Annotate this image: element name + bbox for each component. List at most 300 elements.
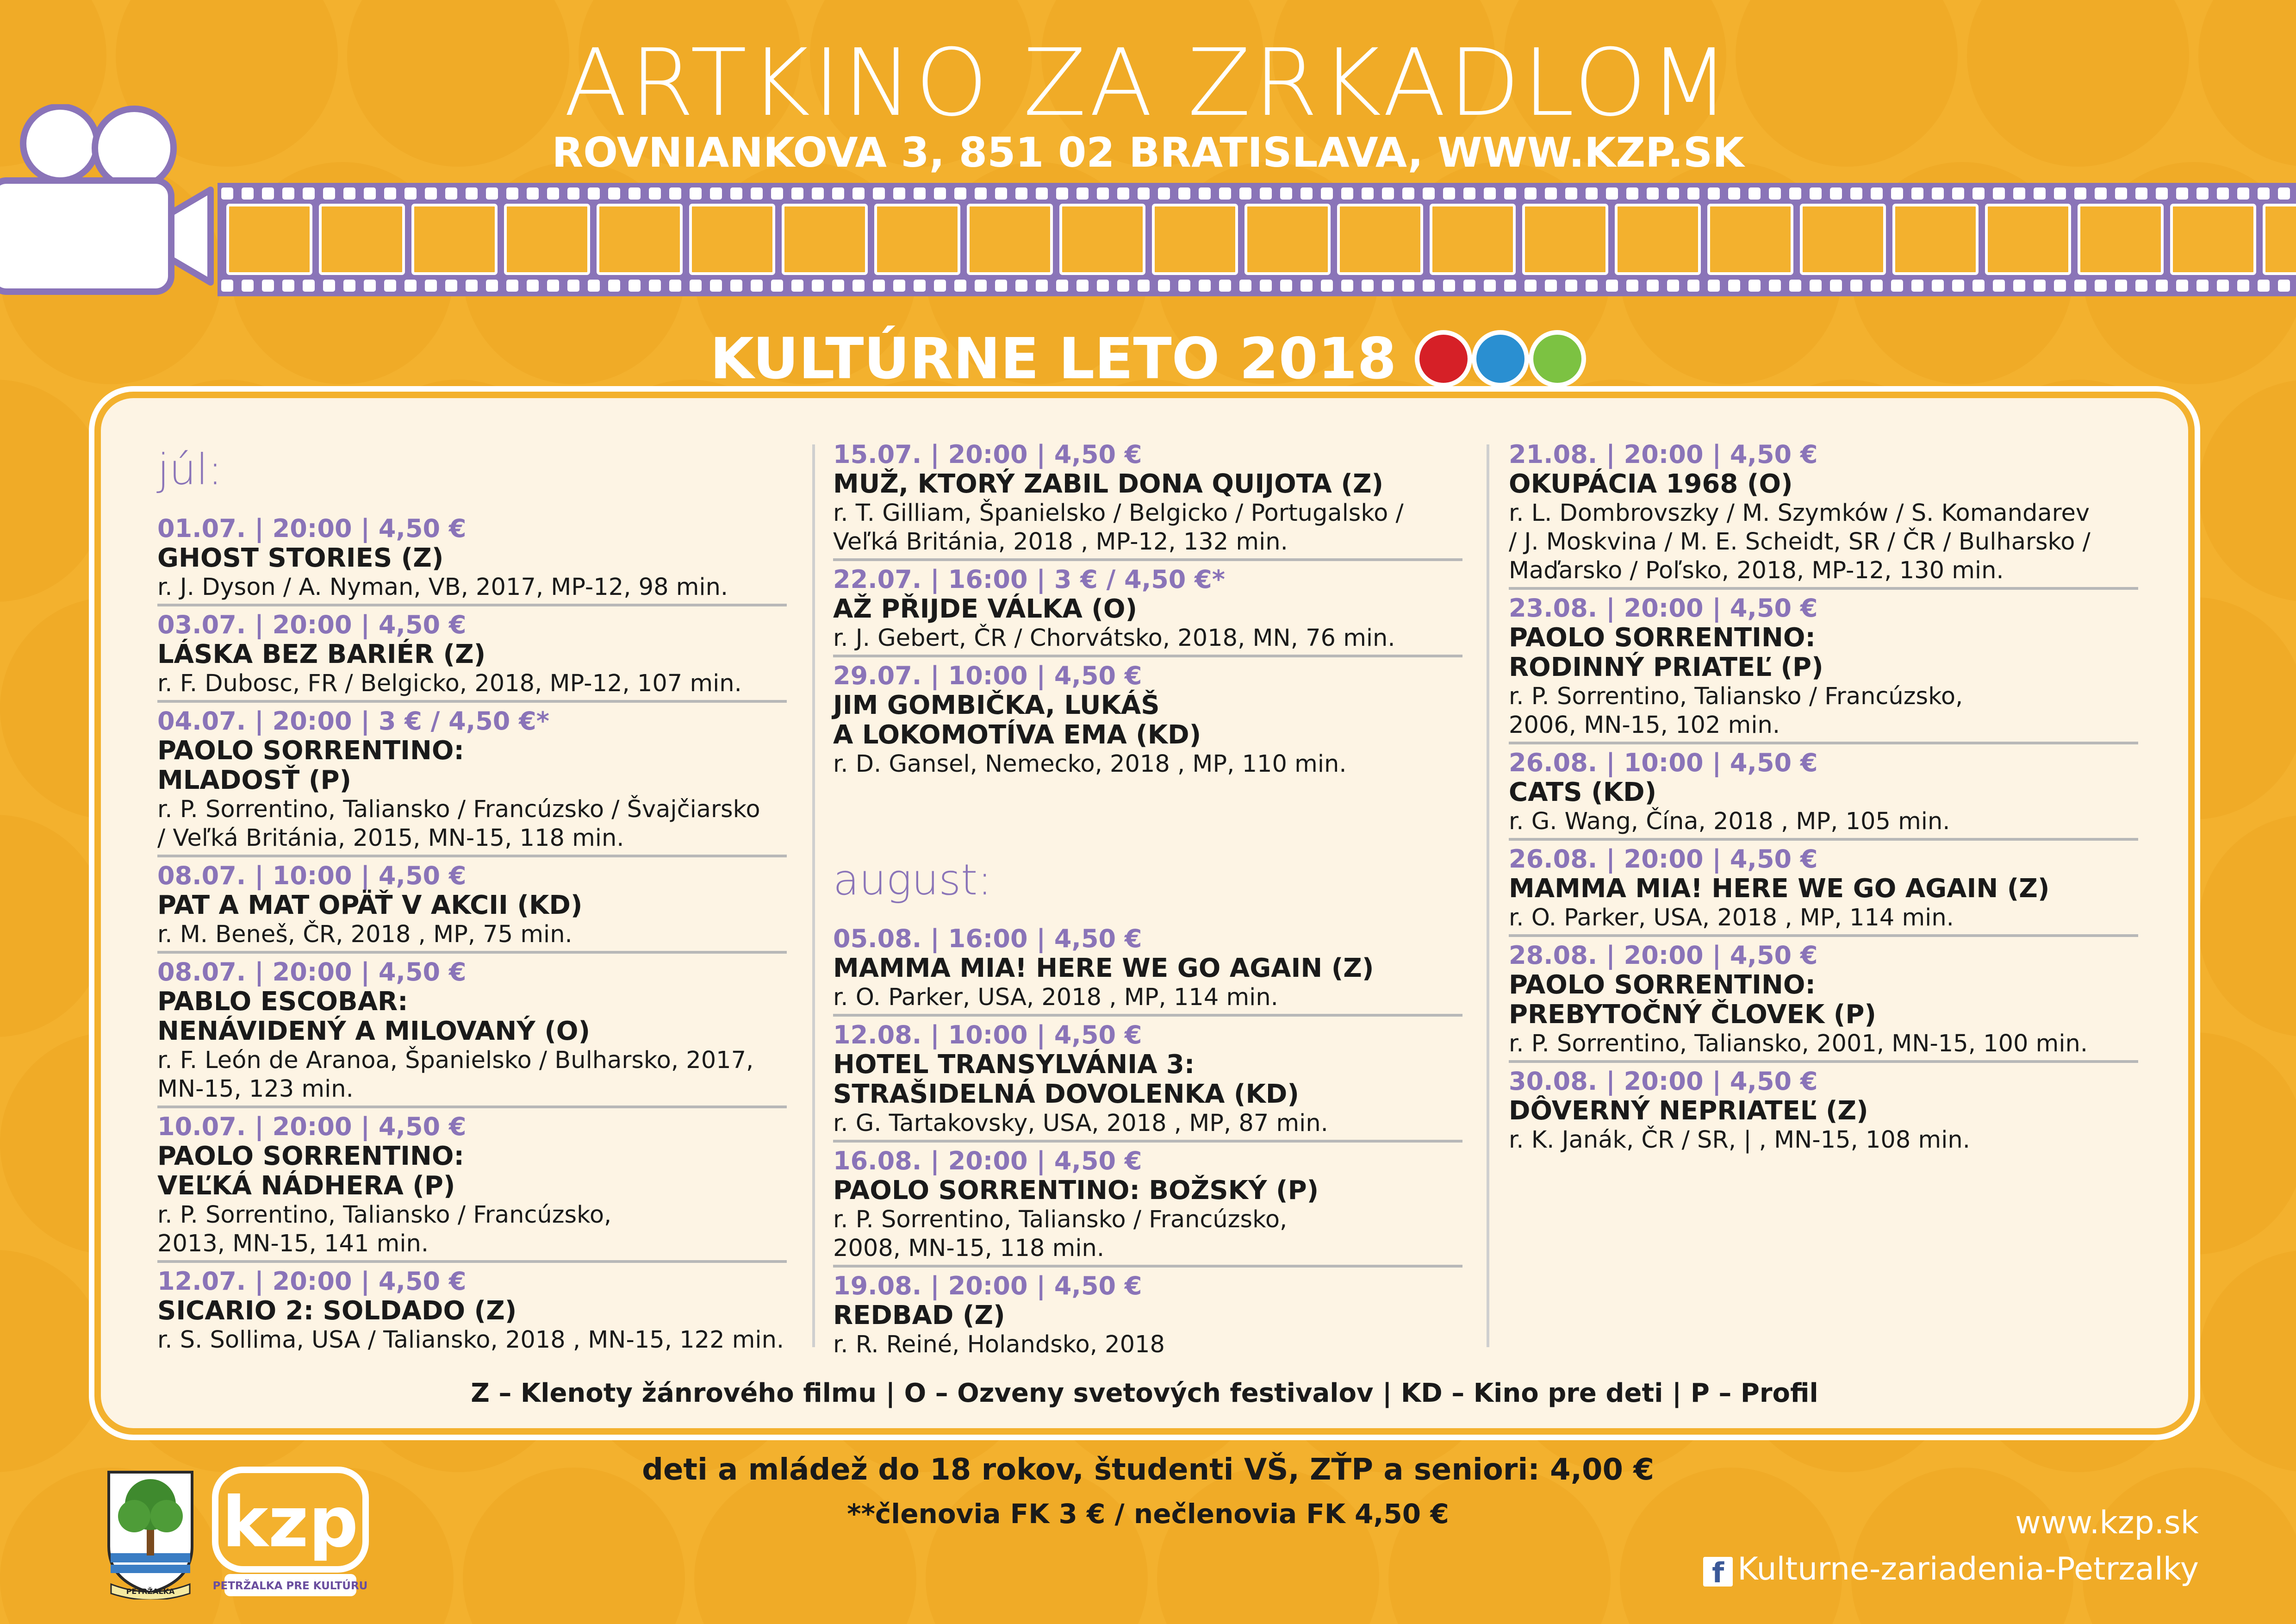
sprocket-hole: [2156, 280, 2168, 292]
film-frame: [1524, 205, 1607, 274]
member-prices: **členovia FK 3 € / nečlenovia FK 4,50 €: [847, 1498, 1449, 1530]
sprocket-hole: [1402, 187, 1414, 200]
sprocket-hole: [975, 187, 987, 200]
screening-entry: [1509, 844, 2138, 937]
sprocket-hole: [1260, 280, 1272, 292]
sprocket-hole: [893, 280, 905, 292]
sprocket-hole: [2095, 187, 2107, 200]
film-details: r. P. Sorrentino, Taliansko / Francúzsko / Švajčiarsko / Veľká Británia, 2015, MN-15, 118 min.: [157, 796, 760, 852]
film-title: DÔVERNÝ NEPRIATEĽ (Z): [1509, 1096, 1868, 1126]
july-entries-list: [157, 514, 787, 1356]
screening-entry: [1509, 593, 2138, 744]
sprocket-hole: [445, 280, 457, 292]
sprocket-hole: [1138, 187, 1150, 200]
screening-date-time-price: 28.08. | 20:00 | 4,50 €: [1509, 941, 1818, 970]
screening-date-time-price: 26.08. | 10:00 | 4,50 €: [1509, 748, 1818, 777]
screening-date-time-price: 08.07. | 20:00 | 4,50 €: [157, 957, 467, 987]
sprocket-hole: [547, 187, 559, 200]
sprocket-hole: [466, 280, 478, 292]
film-title: PAOLO SORRENTINO: VEĽKÁ NÁDHERA (P): [157, 1141, 464, 1201]
sprocket-hole: [547, 280, 559, 292]
schedule-column-1: [157, 431, 787, 1360]
sprocket-hole: [1891, 187, 1903, 200]
background-dot: [0, 380, 106, 602]
sprocket-hole: [588, 280, 600, 292]
sprocket-hole: [873, 280, 885, 292]
screening-entry: [157, 610, 787, 703]
film-title: LÁSKA BEZ BARIÉR (Z): [157, 639, 486, 669]
sprocket-hole: [608, 187, 620, 200]
sprocket-hole: [812, 187, 824, 200]
film-details: r. P. Sorrentino, Taliansko, 2001, MN-15, 100 min.: [1509, 1030, 2088, 1057]
sprocket-hole: [1443, 187, 1455, 200]
sprocket-hole: [1321, 187, 1333, 200]
sprocket-hole: [1810, 280, 1822, 292]
sprocket-hole: [1219, 187, 1231, 200]
screening-entry: [157, 1112, 787, 1263]
screening-date-time-price: 26.08. | 20:00 | 4,50 €: [1509, 844, 1818, 874]
sprocket-hole: [1708, 280, 1720, 292]
sprocket-hole: [1117, 280, 1129, 292]
sprocket-hole: [2237, 280, 2249, 292]
sprocket-hole: [1219, 280, 1231, 292]
sprocket-hole: [710, 280, 722, 292]
film-frame: [505, 205, 589, 274]
film-details: r. F. Dubosc, FR / Belgicko, 2018, MP-12, 107 min.: [157, 670, 742, 697]
sprocket-hole: [1076, 187, 1089, 200]
month-heading-august: august:: [833, 855, 992, 905]
sprocket-hole: [995, 187, 1007, 200]
filmstrip-icon: [218, 183, 2296, 296]
sprocket-hole: [1524, 187, 1537, 200]
sprocket-hole: [1728, 280, 1740, 292]
sprocket-hole: [2115, 187, 2127, 200]
sprocket-hole: [669, 187, 681, 200]
screening-entry: [833, 440, 1462, 561]
sprocket-hole: [751, 280, 763, 292]
film-frame: [968, 205, 1052, 274]
sprocket-hole: [242, 187, 254, 200]
sprocket-hole: [506, 280, 518, 292]
sprocket-hole: [384, 187, 396, 200]
sprocket-hole: [303, 187, 315, 200]
sprocket-hole: [2278, 187, 2290, 200]
sprocket-hole: [628, 187, 641, 200]
film-title: MUŽ, KTORÝ ZABIL DONA QUIJOTA (Z): [833, 469, 1384, 499]
film-details: r. P. Sorrentino, Taliansko / Francúzsko, 2013, MN-15, 141 min.: [157, 1201, 612, 1257]
sprocket-hole: [1382, 280, 1394, 292]
sprocket-hole: [2237, 187, 2249, 200]
film-title: SICARIO 2: SOLDADO (Z): [157, 1296, 517, 1326]
sprocket-hole: [1565, 187, 1577, 200]
screening-entry: [833, 565, 1462, 657]
sprocket-hole: [343, 280, 355, 292]
film-frame: [876, 205, 959, 274]
cinema-address: ROVNIANKOVA 3, 851 02 BRATISLAVA, WWW.KZP.SK: [552, 129, 1744, 176]
background-dot: [2198, 815, 2296, 1037]
sprocket-hole: [1647, 280, 1659, 292]
sprocket-hole: [1158, 280, 1170, 292]
sprocket-hole: [1810, 187, 1822, 200]
film-title: PAOLO SORRENTINO: PREBYTOČNÝ ČLOVEK (P): [1509, 970, 1877, 1030]
film-title: GHOST STORIES (Z): [157, 543, 444, 573]
sprocket-hole: [364, 187, 376, 200]
sprocket-hole: [1952, 280, 1964, 292]
sprocket-hole: [2196, 280, 2209, 292]
sprocket-hole: [1626, 280, 1638, 292]
sprocket-hole: [2278, 280, 2290, 292]
sprocket-hole: [242, 280, 254, 292]
sprocket-hole: [1056, 280, 1068, 292]
sprocket-hole: [1911, 280, 1923, 292]
month-heading-july: júl:: [157, 445, 223, 494]
film-frame: [1431, 205, 1514, 274]
film-details: r. J. Dyson / A. Nyman, VB, 2017, MP-12, 98 min.: [157, 574, 728, 601]
film-details: r. K. Janák, ČR / SR, | , MN-15, 108 min.: [1509, 1126, 1970, 1154]
sprocket-hole: [1362, 280, 1374, 292]
sprocket-hole: [1280, 187, 1292, 200]
sprocket-hole: [506, 187, 518, 200]
screening-date-time-price: 29.07. | 10:00 | 4,50 €: [833, 661, 1142, 690]
sprocket-hole: [1300, 280, 1313, 292]
sprocket-hole: [1606, 280, 1618, 292]
screening-date-time-price: 12.07. | 20:00 | 4,50 €: [157, 1267, 467, 1296]
sprocket-hole: [1178, 280, 1190, 292]
film-details: r. P. Sorrentino, Taliansko / Francúzsko, 2006, MN-15, 102 min.: [1509, 683, 1963, 739]
sprocket-hole: [1728, 187, 1740, 200]
sprocket-hole: [628, 280, 641, 292]
sprocket-hole: [1830, 280, 1842, 292]
sprocket-hole: [649, 187, 661, 200]
film-frame: [783, 205, 866, 274]
sprocket-hole: [1036, 280, 1048, 292]
sprocket-hole: [2013, 280, 2025, 292]
sprocket-hole: [1932, 280, 1944, 292]
sprocket-hole: [873, 187, 885, 200]
sprocket-hole: [649, 280, 661, 292]
sprocket-hole: [1015, 187, 1027, 200]
column-divider: [1487, 444, 1489, 1347]
sprocket-hole: [1687, 280, 1699, 292]
sprocket-hole: [1260, 187, 1272, 200]
screening-date-time-price: 23.08. | 20:00 | 4,50 €: [1509, 593, 1818, 623]
sprocket-hole: [1748, 280, 1761, 292]
film-frame: [1061, 205, 1144, 274]
sprocket-hole: [2054, 280, 2066, 292]
sprocket-hole: [1341, 187, 1353, 200]
sprocket-hole: [1484, 187, 1496, 200]
film-details: r. L. Dombrovszky / M. Szymków / S. Komandarev / J. Moskvina / M. E. Scheidt, SR / ČR / Bulharsko / Maďarsko / Poľsko, 2018, MP-12, 130 min.: [1509, 500, 2091, 584]
sprocket-hole: [2034, 187, 2046, 200]
kzp-logo: [211, 1465, 370, 1599]
sprocket-hole: [1850, 187, 1862, 200]
sprocket-hole: [2258, 280, 2270, 292]
film-title: PABLO ESCOBAR: NENÁVIDENÝ A MILOVANÝ (O): [157, 987, 591, 1046]
sprocket-hole: [2135, 187, 2147, 200]
sprocket-hole: [1504, 280, 1516, 292]
film-frame: [2264, 205, 2296, 274]
sprocket-hole: [1789, 280, 1801, 292]
film-frame: [1246, 205, 1329, 274]
sprocket-hole: [791, 187, 803, 200]
sprocket-hole: [445, 187, 457, 200]
sprocket-hole: [1972, 280, 1985, 292]
film-details: r. J. Gebert, ČR / Chorvátsko, 2018, MN, 76 min.: [833, 625, 1395, 652]
facebook-link[interactable]: [1703, 1549, 2199, 1590]
red-circle-icon: [1415, 330, 1472, 387]
sprocket-hole: [1524, 280, 1537, 292]
sprocket-hole: [771, 280, 783, 292]
sprocket-hole: [1972, 187, 1985, 200]
sprocket-hole: [527, 187, 539, 200]
film-title: PAOLO SORRENTINO: RODINNÝ PRIATEĽ (P): [1509, 623, 1823, 682]
film-title: OKUPÁCIA 1968 (O): [1509, 469, 1793, 499]
film-frame: [691, 205, 774, 274]
sprocket-hole: [1443, 280, 1455, 292]
sprocket-hole: [1158, 187, 1170, 200]
sprocket-hole: [1708, 187, 1720, 200]
sprocket-hole: [995, 280, 1007, 292]
festival-subtitle: KULTÚRNE LETO 2018: [710, 326, 1397, 392]
traffic-lights: [1418, 330, 1586, 387]
sprocket-hole: [1463, 187, 1475, 200]
sprocket-hole: [2074, 187, 2086, 200]
sprocket-hole: [1504, 187, 1516, 200]
discount-prices: deti a mládež do 18 rokov, študenti VŠ, ZŤP a seniori: 4,00 €: [642, 1453, 1654, 1487]
sprocket-hole: [2196, 187, 2209, 200]
sprocket-hole: [1138, 280, 1150, 292]
sprocket-hole: [608, 280, 620, 292]
sprocket-hole: [934, 280, 946, 292]
sprocket-hole: [1871, 187, 1883, 200]
sprocket-hole: [730, 280, 742, 292]
sprocket-hole: [812, 280, 824, 292]
screening-entry: [157, 1267, 787, 1356]
film-title: PAOLO SORRENTINO: BOŽSKÝ (P): [833, 1175, 1319, 1206]
sprocket-hole: [1076, 280, 1089, 292]
facebook-page-name: Kulturne-zariadenia-Petrzalky: [1737, 1551, 2199, 1587]
film-frame: [1616, 205, 1699, 274]
sprocket-hole: [221, 280, 233, 292]
sprocket-hole: [282, 280, 294, 292]
sprocket-hole: [832, 187, 844, 200]
sprocket-hole: [2217, 280, 2229, 292]
screening-date-time-price: 05.08. | 16:00 | 4,50 €: [833, 924, 1142, 953]
sprocket-hole: [914, 280, 926, 292]
sprocket-hole: [323, 187, 335, 200]
film-camera-icon: [0, 104, 218, 299]
sprocket-hole: [914, 187, 926, 200]
sprocket-hole: [2135, 280, 2147, 292]
sprocket-hole: [2034, 280, 2046, 292]
film-frame: [1801, 205, 1885, 274]
sprocket-hole: [1545, 280, 1557, 292]
sprocket-hole: [2074, 280, 2086, 292]
sprocket-hole: [1932, 187, 1944, 200]
screening-date-time-price: 04.07. | 20:00 | 3 € / 4,50 €*: [157, 706, 549, 736]
august-entries-list: [833, 924, 1462, 1361]
screening-date-time-price: 16.08. | 20:00 | 4,50 €: [833, 1146, 1142, 1175]
screening-date-time-price: 22.07. | 16:00 | 3 € / 4,50 €*: [833, 565, 1225, 594]
sprocket-hole: [1341, 280, 1353, 292]
background-dot: [0, 1250, 106, 1472]
screening-entry: [833, 1271, 1462, 1361]
sprocket-hole: [1769, 280, 1781, 292]
sprocket-hole: [1647, 187, 1659, 200]
sprocket-hole: [1015, 280, 1027, 292]
sprocket-hole: [1362, 187, 1374, 200]
sprocket-hole: [1056, 187, 1068, 200]
screening-entry: [1509, 941, 2138, 1063]
page-title: ARTKINO ZA ZRKADLOM: [564, 29, 1732, 137]
film-frame: [1709, 205, 1792, 274]
sprocket-hole: [1117, 187, 1129, 200]
screening-date-time-price: 30.08. | 20:00 | 4,50 €: [1509, 1067, 1818, 1096]
sprocket-hole: [1606, 187, 1618, 200]
sprocket-hole: [1382, 187, 1394, 200]
sprocket-hole: [1321, 280, 1333, 292]
svg-text:PETRŽALKA: PETRŽALKA: [126, 1587, 175, 1596]
sprocket-hole: [1423, 187, 1435, 200]
sprocket-hole: [954, 280, 966, 292]
background-dot: [0, 815, 106, 1037]
sprocket-hole: [669, 280, 681, 292]
film-title: MAMMA MIA! HERE WE GO AGAIN (Z): [1509, 874, 2050, 904]
sprocket-hole: [975, 280, 987, 292]
sprocket-hole: [2115, 280, 2127, 292]
column-divider: [812, 444, 815, 1347]
film-frame: [2172, 205, 2255, 274]
screening-entry: [157, 861, 787, 954]
sprocket-hole: [791, 280, 803, 292]
sprocket-hole: [2095, 280, 2107, 292]
facebook-icon: f: [1703, 1557, 1733, 1587]
sprocket-hole: [771, 187, 783, 200]
sprocket-hole: [1850, 280, 1862, 292]
screening-date-time-price: 21.08. | 20:00 | 4,50 €: [1509, 440, 1818, 469]
film-details: r. O. Parker, USA, 2018 , MP, 114 min.: [833, 984, 1278, 1011]
sprocket-hole: [527, 280, 539, 292]
sprocket-hole: [1402, 280, 1414, 292]
sprocket-hole: [343, 187, 355, 200]
film-frame: [1986, 205, 2070, 274]
sprocket-hole: [466, 187, 478, 200]
sprocket-hole: [1952, 187, 1964, 200]
sprocket-hole: [1993, 187, 2005, 200]
svg-text:PETRŽALKA PRE KULTÚRU: PETRŽALKA PRE KULTÚRU: [212, 1580, 368, 1592]
sprocket-hole: [1239, 187, 1251, 200]
sprocket-hole: [1178, 187, 1190, 200]
film-details: r. R. Reiné, Holandsko, 2018: [833, 1331, 1165, 1358]
sprocket-hole: [893, 187, 905, 200]
sprocket-hole: [486, 280, 498, 292]
sprocket-hole: [690, 187, 702, 200]
sprocket-hole: [1545, 187, 1557, 200]
sprocket-hole: [1036, 187, 1048, 200]
film-details: r. G. Wang, Čína, 2018 , MP, 105 min.: [1509, 808, 1950, 835]
screening-entry: [157, 957, 787, 1108]
screening-entry: [833, 1020, 1462, 1143]
sprocket-hole: [1911, 187, 1923, 200]
blue-circle-icon: [1472, 330, 1529, 387]
sprocket-hole: [404, 280, 417, 292]
subtitle-row: [0, 324, 2296, 394]
sprocket-hole: [2176, 280, 2188, 292]
screening-date-time-price: 08.07. | 10:00 | 4,50 €: [157, 861, 467, 890]
sprocket-hole: [1239, 280, 1251, 292]
screening-entry: [157, 706, 787, 857]
sprocket-hole: [1830, 187, 1842, 200]
sprocket-hole: [1484, 280, 1496, 292]
screening-entry: [1509, 1067, 2138, 1156]
screening-entry: [833, 1146, 1462, 1268]
film-details: r. T. Gilliam, Španielsko / Belgicko / Portugalsko / Veľká Británia, 2018 , MP-12, 132 min.: [833, 500, 1404, 556]
screening-entry: [1509, 748, 2138, 841]
sprocket-hole: [2054, 187, 2066, 200]
sprocket-hole: [1097, 280, 1109, 292]
sprocket-hole: [567, 187, 579, 200]
film-frame: [1153, 205, 1237, 274]
sprocket-hole: [832, 280, 844, 292]
sprocket-hole: [1626, 187, 1638, 200]
sprocket-hole: [1280, 280, 1292, 292]
film-details: r. O. Parker, USA, 2018 , MP, 114 min.: [1509, 904, 1954, 931]
website-link[interactable]: www.kzp.sk: [2015, 1505, 2199, 1541]
film-title: PAT A MAT OPÄŤ V AKCII (KD): [157, 890, 583, 920]
sprocket-hole: [954, 187, 966, 200]
sprocket-hole: [710, 187, 722, 200]
sprocket-hole: [1667, 280, 1679, 292]
sprocket-hole: [2258, 187, 2270, 200]
film-title: AŽ PŘIJDE VÁLKA (O): [833, 594, 1138, 624]
background-dot: [2198, 1250, 2296, 1472]
sprocket-hole: [1423, 280, 1435, 292]
sprocket-hole: [2217, 187, 2229, 200]
sprocket-hole: [1565, 280, 1577, 292]
genre-legend: Z – Klenoty žánrového filmu | O – Ozveny svetových festivalov | KD – Kino pre deti | P – Profil: [471, 1378, 1818, 1408]
sprocket-hole: [1891, 280, 1903, 292]
august-entries-list-continued: [1509, 440, 2138, 1156]
film-details: r. S. Sollima, USA / Taliansko, 2018 , MN-15, 122 min.: [157, 1326, 784, 1354]
film-frame: [1338, 205, 1422, 274]
sprocket-hole: [425, 187, 437, 200]
film-details: r. P. Sorrentino, Taliansko / Francúzsko, 2008, MN-15, 118 min.: [833, 1206, 1288, 1262]
film-title: MAMMA MIA! HERE WE GO AGAIN (Z): [833, 953, 1374, 983]
green-circle-icon: [1529, 330, 1586, 387]
sprocket-hole: [1463, 280, 1475, 292]
sprocket-hole: [364, 280, 376, 292]
sprocket-hole: [323, 280, 335, 292]
film-title: PAOLO SORRENTINO: MLADOSŤ (P): [157, 736, 464, 795]
film-details: r. D. Gansel, Nemecko, 2018 , MP, 110 min.: [833, 750, 1347, 778]
sprocket-hole: [1748, 187, 1761, 200]
sprocket-hole: [852, 280, 865, 292]
sprocket-hole: [751, 187, 763, 200]
sprocket-hole: [221, 187, 233, 200]
sprocket-hole: [1769, 187, 1781, 200]
screening-date-time-price: 19.08. | 20:00 | 4,50 €: [833, 1271, 1142, 1300]
sprocket-hole: [1586, 280, 1598, 292]
sprocket-hole: [384, 280, 396, 292]
screening-date-time-price: 03.07. | 20:00 | 4,50 €: [157, 610, 467, 639]
screening-date-time-price: 12.08. | 10:00 | 4,50 €: [833, 1020, 1142, 1049]
sprocket-hole: [282, 187, 294, 200]
film-frame: [320, 205, 404, 274]
sprocket-hole: [1199, 187, 1211, 200]
sprocket-hole: [262, 187, 274, 200]
sprocket-hole: [303, 280, 315, 292]
sprocket-hole: [1199, 280, 1211, 292]
